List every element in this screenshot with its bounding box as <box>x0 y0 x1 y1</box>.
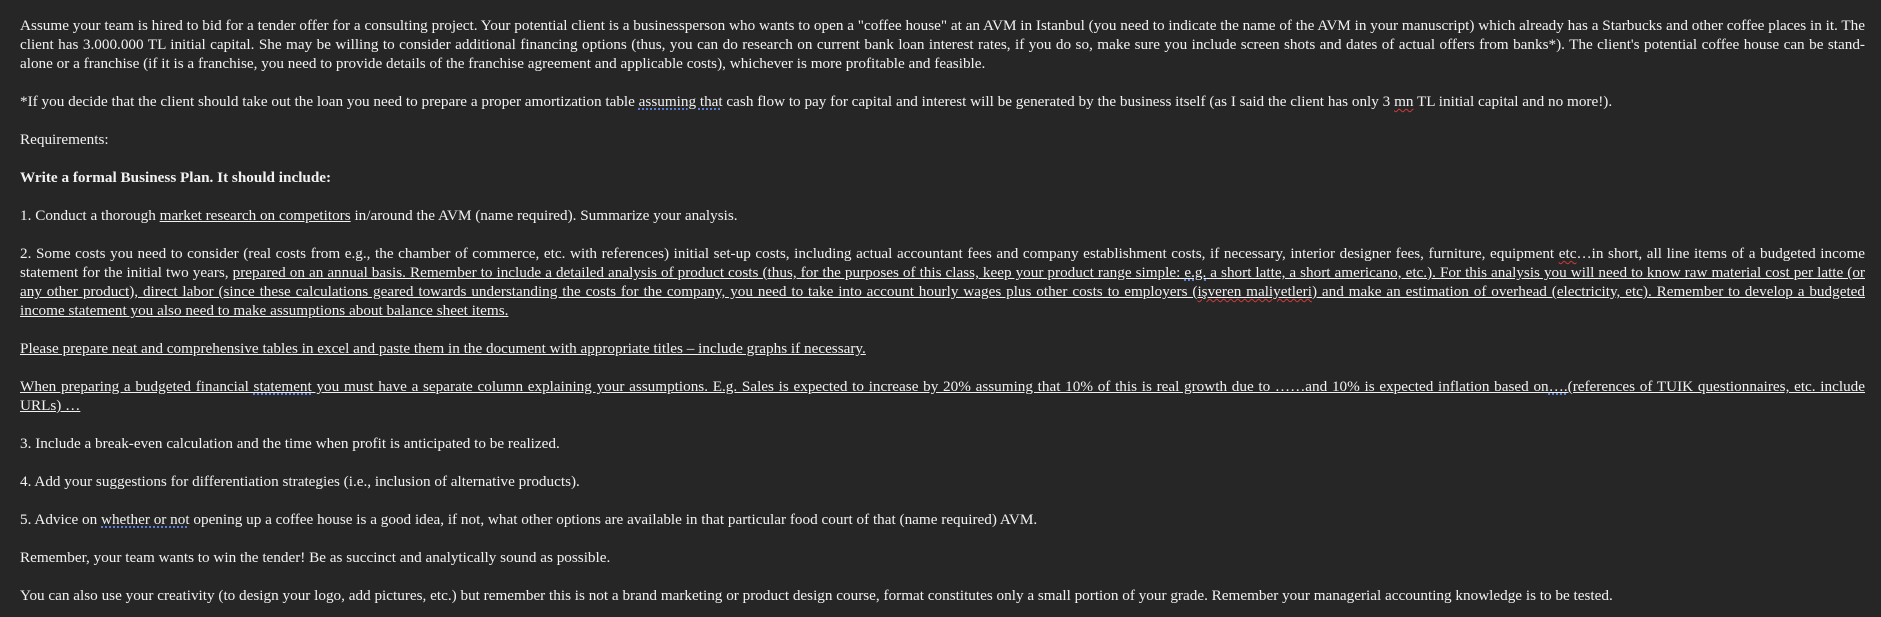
requirement-2-text-2: …in short, all line items of a budgeted income statement for the initial two years, <box>20 245 1865 281</box>
requirement-5-text-2: opening up a coffee house is a good idea, if not, what other options are available in that particular food court of that (name required) AVM. <box>189 511 1038 528</box>
requirement-1-text-2: in/around the AVM (name required). Summarize your analysis. <box>350 207 738 224</box>
requirement-1 <box>20 206 1865 225</box>
grammar-flag-ellipsis[interactable]: …. <box>1548 378 1568 395</box>
loan-note-text-1: *If you decide that the client should take out the loan you need to prepare a proper amortization table <box>20 93 639 110</box>
requirement-2-text-1: 2. Some costs you need to consider (real costs from e.g., the chamber of commerce, etc. with references) initial set-up costs, including actual accountant fees and company establishment costs, if necessary, interior designer fees, furniture, equipment <box>20 245 1559 262</box>
loan-note-text-2: cash flow to pay for capital and interest will be generated by the business itself (as I said the client has only 3 <box>722 93 1395 110</box>
requirement-1-text-1: 1. Conduct a thorough <box>20 207 160 224</box>
grammar-flag-eg[interactable]: e.g. <box>1184 264 1207 281</box>
requirements-heading <box>20 130 1865 149</box>
grammar-flag-whether-or-not[interactable]: whether or not <box>101 511 190 528</box>
grammar-flag-statement[interactable]: statement <box>253 378 312 395</box>
win-tender-note <box>20 548 1865 567</box>
assumptions-text-2: you must have a separate column explaining your assumptions. E.g. Sales is expected to increase by 20% assuming that 10% of this is real growth due to ……and 10% is expected inflation based on <box>311 378 1549 395</box>
requirement-2-underlined-text-2: a short latte, a short americano, etc.). For this analysis you will need to know raw material cost per latte (or any other product), direct labor (since these calculations geared towards understanding the costs for the company, you need to take into account hourly wages plus other costs to employers ( <box>20 264 1865 300</box>
business-plan-heading <box>20 168 1865 187</box>
spelling-flag-etc[interactable]: etc <box>1558 245 1577 262</box>
requirement-4-text: 4. Add your suggestions for differentiation strategies (i.e., inclusion of alternative products). <box>20 473 580 490</box>
requirement-2-underlined-text-1: prepared on an annual basis. Remember to include a detailed analysis of product costs (thus, for the purposes of this class, keep your product range simple: <box>232 264 1185 281</box>
creativity-note <box>20 586 1865 605</box>
requirement-2 <box>20 244 1865 320</box>
loan-note-text-3: TL initial capital and no more!). <box>1413 93 1613 110</box>
excel-tables-note <box>20 339 1865 358</box>
creativity-text: You can also use your creativity (to design your logo, add pictures, etc.) but remember this is not a brand marketing or product design course, format constitutes only a small portion of your grade. Remember your managerial accounting knowledge is to be tested. <box>20 587 1613 604</box>
spelling-flag-mn[interactable]: mn <box>1394 93 1414 110</box>
assumptions-underlined <box>20 378 1865 414</box>
business-plan-heading-text: Write a formal Business Plan. It should include: <box>20 169 332 186</box>
requirement-3-text: 3. Include a break-even calculation and the time when profit is anticipated to be realized. <box>20 435 560 452</box>
intro-paragraph <box>20 16 1865 73</box>
requirements-text: Requirements: <box>20 131 109 148</box>
loan-note-paragraph <box>20 92 1865 111</box>
requirement-2-underlined <box>20 264 1865 319</box>
intro-text: Assume your team is hired to bid for a tender offer for a consulting project. Your potential client is a businessperson who wants to open a "coffee house" at an AVM in Istanbul (you need to indicate the name of the AVM in your manuscript) which already has a Starbucks and other coffee places in it. The client has 3.000.000 TL initial capital. She may be willing to consider additional financing options (thus, you can do research on current bank loan interest rates, if you do so, make sure you include screen shots and dates of actual offers from banks*). The client's potential coffee house can be stand-alone or a franchise (if it is a franchise, you need to provide details of the franchise agreement and applicable costs), whichever is more profitable and feasible. <box>20 17 1865 72</box>
requirement-3 <box>20 434 1865 453</box>
requirement-2-underlined-text-3: ) and make an estimation of overhead (electricity, etc). Remember to develop a budgeted income statement you also need to make assumptions about balance sheet items. <box>20 283 1865 319</box>
spelling-flag-isveren[interactable]: işveren maliyetleri <box>1197 283 1312 300</box>
requirement-4 <box>20 472 1865 491</box>
assumptions-text-3: (references of TUIK questionnaires, etc. include URLs) … <box>20 378 1866 414</box>
assumptions-text-1: When preparing a budgeted financial <box>20 378 254 395</box>
win-tender-text: Remember, your team wants to win the tender! Be as succinct and analytically sound as possible. <box>20 549 611 566</box>
excel-tables-text: Please prepare neat and comprehensive tables in excel and paste them in the document with appropriate titles – include graphs if necessary. <box>20 340 866 357</box>
grammar-flag-assuming-that[interactable]: assuming that <box>638 93 723 110</box>
assumptions-note <box>20 377 1865 415</box>
requirement-5-text-1: 5. Advice on <box>20 511 101 528</box>
requirement-5 <box>20 510 1865 529</box>
market-research-underlined: market research on competitors <box>159 207 351 224</box>
